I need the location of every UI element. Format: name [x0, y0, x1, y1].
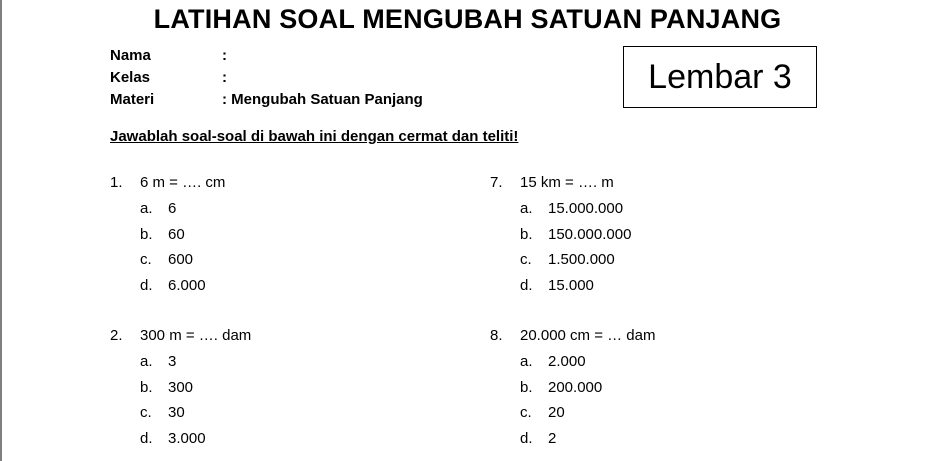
- option-a: [110, 349, 470, 375]
- question-number: 2.: [110, 327, 123, 344]
- option-letter: d.: [520, 276, 533, 294]
- page-left-border: [0, 0, 2, 461]
- option-c: [490, 400, 850, 426]
- question-1: [110, 170, 470, 298]
- option-text: 2: [548, 429, 557, 447]
- option-text: 6.000: [168, 276, 206, 294]
- option-text: 15.000.000: [548, 200, 624, 217]
- option-letter: d.: [520, 429, 533, 447]
- option-text: 6: [168, 200, 177, 217]
- option-a: [110, 196, 470, 222]
- option-b: [490, 375, 850, 401]
- option-d: [110, 426, 470, 452]
- option-letter: a.: [140, 353, 153, 370]
- option-text: 600: [168, 251, 194, 268]
- option-d: [490, 426, 850, 452]
- option-c: [490, 247, 850, 273]
- option-text: 200.000: [548, 378, 603, 396]
- option-b: [490, 222, 850, 248]
- option-a: [490, 349, 850, 375]
- materi-label: Materi: [110, 91, 155, 108]
- option-c: [110, 400, 470, 426]
- question-number: 8.: [490, 327, 503, 344]
- question-header: [490, 170, 850, 196]
- option-text: 60: [168, 225, 185, 243]
- question-number: 7.: [490, 174, 503, 191]
- option-letter: c.: [520, 251, 532, 268]
- question-7: [490, 170, 850, 298]
- question-header: [110, 323, 470, 349]
- question-2: [110, 323, 470, 451]
- sheet-number-box: Lembar 3: [623, 46, 817, 108]
- question-8: [490, 323, 850, 451]
- worksheet-title: LATIHAN SOAL MENGUBAH SATUAN PANJANG: [153, 4, 782, 34]
- option-text: 3: [168, 353, 177, 370]
- option-a: [490, 196, 850, 222]
- option-letter: b.: [520, 225, 533, 243]
- question-text: 300 m = …. dam: [140, 327, 252, 344]
- option-b: [110, 222, 470, 248]
- option-letter: b.: [520, 378, 533, 396]
- nama-separator: :: [222, 47, 227, 64]
- question-text: 6 m = …. cm: [140, 174, 226, 191]
- option-letter: c.: [140, 251, 152, 268]
- question-header: [490, 323, 850, 349]
- option-d: [110, 273, 470, 299]
- option-letter: b.: [140, 225, 153, 243]
- question-number: 1.: [110, 174, 123, 191]
- option-text: 2.000: [548, 353, 586, 370]
- option-text: 30: [168, 404, 185, 421]
- option-c: [110, 247, 470, 273]
- option-text: 150.000.000: [548, 225, 632, 243]
- instruction-text: Jawablah soal-soal di bawah ini dengan cermat dan teliti!: [110, 128, 519, 145]
- option-letter: d.: [140, 429, 153, 447]
- option-b: [110, 375, 470, 401]
- option-letter: a.: [520, 353, 533, 370]
- nama-label: Nama: [110, 47, 151, 64]
- question-text: 20.000 cm = … dam: [520, 327, 656, 344]
- option-letter: a.: [520, 200, 533, 217]
- materi-value: : Mengubah Satuan Panjang: [222, 91, 423, 108]
- kelas-separator: :: [222, 69, 227, 86]
- option-text: 300: [168, 378, 194, 396]
- option-letter: b.: [140, 378, 153, 396]
- option-text: 20: [548, 404, 565, 421]
- option-letter: a.: [140, 200, 153, 217]
- kelas-label: Kelas: [110, 69, 151, 86]
- option-letter: c.: [140, 404, 152, 421]
- option-letter: c.: [520, 404, 532, 421]
- question-text: 15 km = …. m: [520, 174, 614, 191]
- question-header: [110, 170, 470, 196]
- option-text: 15.000: [548, 276, 594, 294]
- option-d: [490, 273, 850, 299]
- option-letter: d.: [140, 276, 153, 294]
- option-text: 1.500.000: [548, 251, 615, 268]
- option-text: 3.000: [168, 429, 206, 447]
